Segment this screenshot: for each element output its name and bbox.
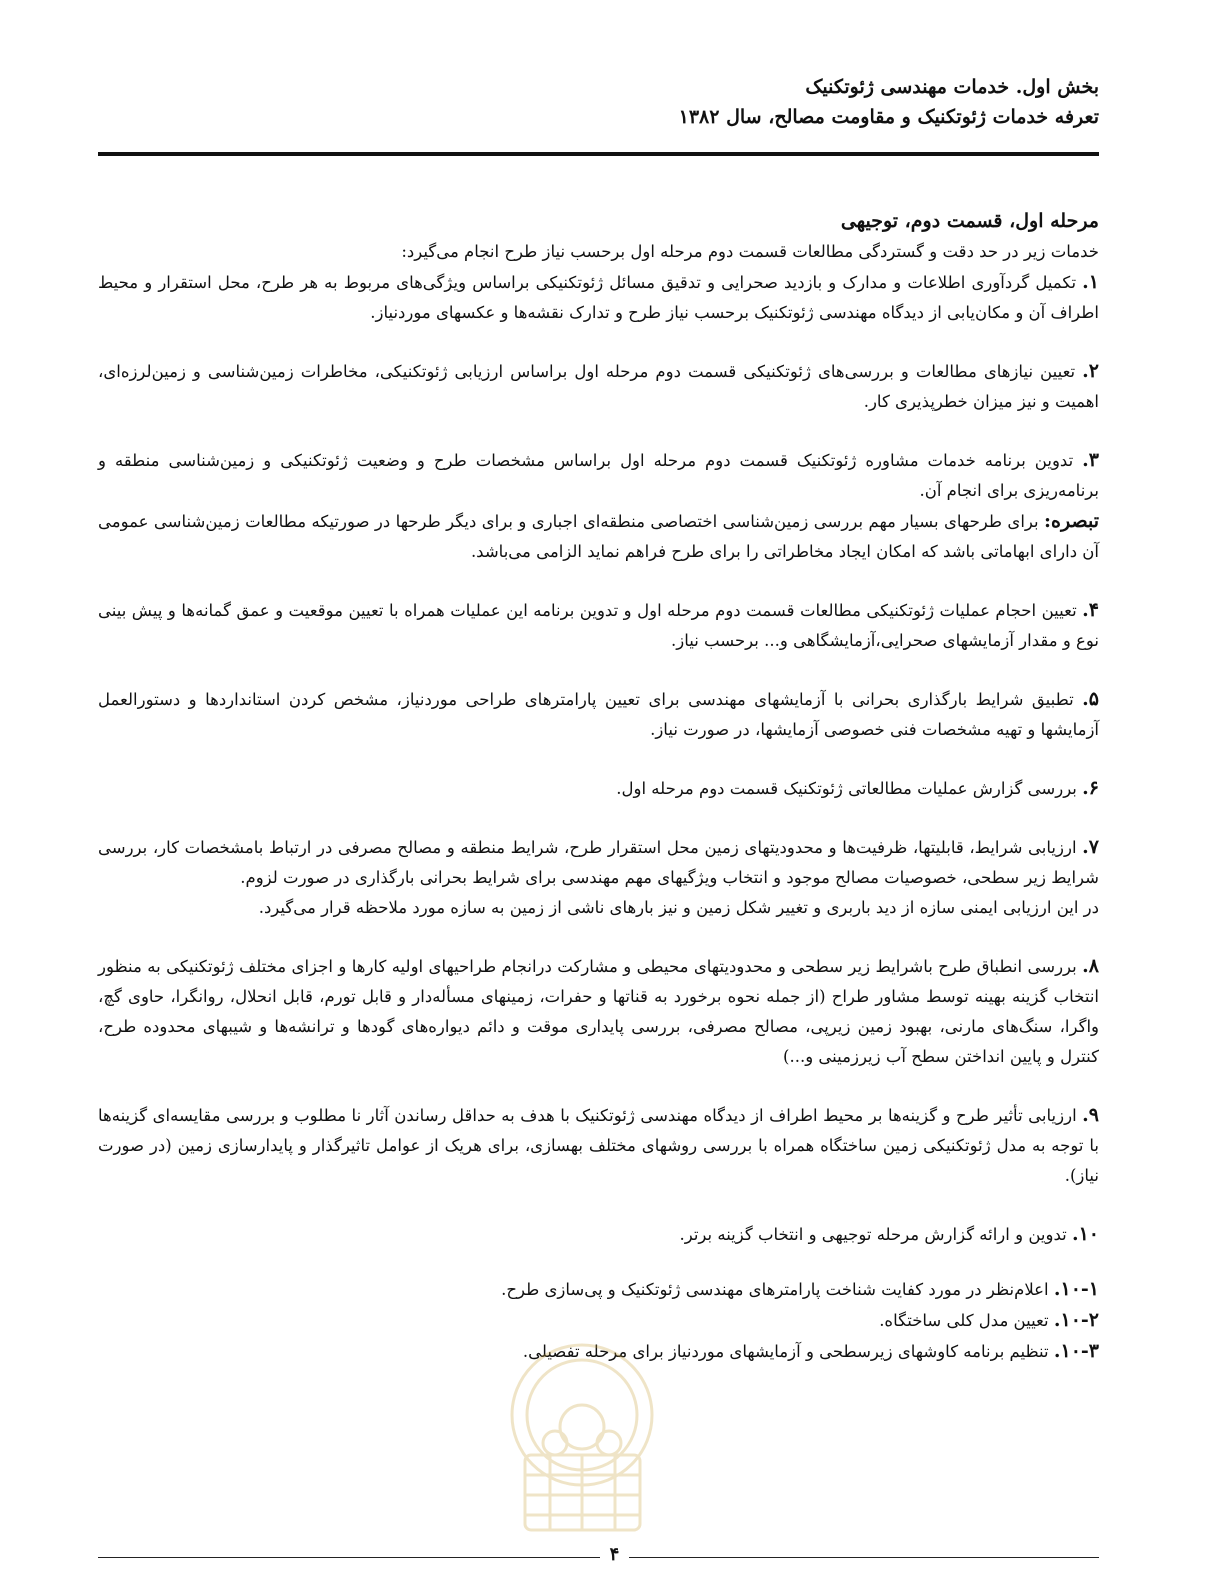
note-paragraph (98, 506, 1099, 567)
note-text: برای طرحهای بسیار مهم بررسی زمین‌شناسی اختصاصی منطقه‌ای اجباری و برای دیگر طرحها در صورتیکه مطالعات زمین‌شناسی عمومی آن دارای ابهاماتی باشد که امکان ایجاد مخاطراتی را برای طرح فراهم نماید الزامی می‌باشد. (98, 512, 1099, 561)
item-number: ۶. (1082, 777, 1099, 799)
item-number: ۸. (1082, 955, 1099, 977)
section-intro: خدمات زیر در حد دقت و گستردگی مطالعات قسمت دوم مرحله اول برحسب نیاز طرح انجام می‌گیرد: (401, 242, 1099, 261)
item-text: تکمیل گردآوری اطلاعات و مدارک و بازدید صحرایی و تدقیق مسائل ژئوتکنیکی براساس ویژگی‌های مربوط به هر طرح، محل استقرار و محیط اطراف آن و مکان‌یابی از دیدگاه مهندسی ژئوتکنیک برحسب نیاز طرح و تدارک نقشه‌ها و عکسهای موردنیاز. (98, 273, 1099, 322)
header-divider (98, 152, 1099, 156)
sub-item-10-3 (98, 1336, 1099, 1367)
list-item-7 (98, 832, 1099, 893)
sub-list (98, 1274, 1099, 1367)
page-number: ۴ (600, 1544, 630, 1565)
header-tariff-title: تعرفه خدمات ژئوتکنیک و مقاومت مصالح، سال ۱۳۸۲ (678, 106, 1099, 128)
item-number: ۷. (1082, 836, 1099, 858)
item-text: ارزیابی شرایط، قابلیتها، ظرفیت‌ها و محدودیتهای زمین محل استقرار طرح، شرایط منطقه و مصالح مصرفی در ارتباط بامشخصات کار، بررسی شرایط زیر سطحی، خصوصیات مصالح موجود و انتخاب ویژگیهای مهم مهندسی برای شرایط بحرانی بارگذاری در صورت لزوم. (98, 838, 1099, 887)
item-number: ۳. (1082, 449, 1099, 471)
page-header (99, 72, 1099, 132)
sub-item-10-1 (98, 1274, 1099, 1305)
item-number: ۵. (1082, 688, 1099, 710)
item-text: تدوین و ارائه گزارش مرحله توجیهی و انتخاب گزینه برتر. (679, 1225, 1072, 1244)
sub-item-text: تعیین مدل کلی ساختگاه. (879, 1311, 1054, 1330)
list-item-7-continuation: در این ارزیابی ایمنی سازه از دید باربری و تغییر شکل زمین و نیز بارهای ناشی از زمین به سازه مورد ملاحظه قرار می‌گیرد. (258, 898, 1099, 917)
list-item-3 (98, 445, 1099, 506)
header-section-title: بخش اول. خدمات مهندسی ژئوتکنیک (805, 76, 1099, 98)
list-item-2 (98, 356, 1099, 417)
item-text: ارزیابی تأثیر طرح و گزینه‌ها بر محیط اطراف از دیدگاه مهندسی ژئوتکنیک با هدف به حداقل رساندن آثار نا مطلوب و بررسی مقایسه‌ای گزینه‌ها با توجه به مدل ژئوتکنیکی زمین ساختگاه همراه با بررسی روشهای مختلف بهسازی، برای هریک از عوامل تاثیرگذار و پایدارسازی زمین (در صورت نیاز). (98, 1106, 1099, 1185)
item-number: ۹. (1082, 1104, 1099, 1126)
item-number: ۱. (1082, 271, 1099, 293)
list-item-5 (98, 684, 1099, 745)
sub-item-10-2 (98, 1305, 1099, 1336)
item-number: ۴. (1082, 599, 1099, 621)
item-text: تعیین نیازهای مطالعات و بررسی‌های ژئوتکنیکی قسمت دوم مرحله اول براساس ارزیابی ژئوتکنیکی، مخاطرات زمین‌شناسی و زمین‌لرزه‌ای، اهمیت و نیز میزان خطرپذیری کار. (98, 362, 1099, 411)
list-item-1 (98, 267, 1099, 328)
item-number: ۱۰. (1071, 1223, 1099, 1245)
sub-item-text: اعلام‌نظر در مورد کفایت شناخت پارامترهای مهندسی ژئوتکنیک و پی‌سازی طرح. (501, 1280, 1054, 1299)
item-text: تطبیق شرایط بارگذاری بحرانی با آزمایشهای مهندسی برای تعیین پارامترهای طراحی موردنیاز، مشخص کردن استانداردها و دستورالعمل آزمایشها و تهیه مشخصات فنی خصوصی آزمایشها، در صورت نیاز. (98, 690, 1099, 739)
document-body (98, 205, 1099, 1367)
sub-item-text: تنظیم برنامه کاوشهای زیرسطحی و آزمایشهای موردنیاز برای مرحله تفصیلی. (522, 1342, 1054, 1361)
page-number-container (0, 1544, 1229, 1565)
list-item-10 (98, 1219, 1099, 1250)
list-item-6 (98, 773, 1099, 804)
section-title: مرحله اول، قسمت دوم، توجیهی (840, 210, 1099, 232)
sub-item-number: ۱۰-۱. (1053, 1278, 1099, 1300)
list-item-9 (98, 1100, 1099, 1191)
item-number: ۲. (1082, 360, 1099, 382)
note-label: تبصره: (1044, 510, 1099, 532)
sub-item-number: ۱۰-۳. (1053, 1340, 1099, 1362)
list-item-4 (98, 595, 1099, 656)
item-text: بررسی انطباق طرح باشرایط زیر سطحی و محدودیتهای محیطی و مشارکت درانجام طراحیهای اولیه کارها و اجزای مختلف ژئوتکنیکی به منظور انتخاب گزینه بهینه توسط مشاور طراح (از جمله نحوه برخورد به قناتها و حفرات، زمینهای مسأله‌دار و قابل تورم، قابل انحلال، روانگرا، حاوی گچ، واگرا، سنگ‌های مارنی، بهبود زمین زیرپی، مصالح مصرفی، بررسی پایداری موقت و دائم دیواره‌های گودها و ترانشه‌ها و شیبهای محدوده طرح، کنترل و پایین انداختن سطح آب زیرزمینی و...) (98, 957, 1099, 1066)
spacer (98, 1250, 1099, 1274)
item-text: تدوین برنامه خدمات مشاوره ژئوتکنیک قسمت دوم مرحله اول براساس مشخصات طرح و وضعیت ژئوتکنیکی و زمین‌شناسی منطقه و برنامه‌ریزی برای انجام آن. (98, 451, 1099, 500)
item-text: بررسی گزارش عملیات مطالعاتی ژئوتکنیک قسمت دوم مرحله اول. (616, 779, 1083, 798)
list-item-8 (98, 951, 1099, 1072)
sub-item-number: ۱۰-۲. (1053, 1309, 1099, 1331)
item-text: تعیین احجام عملیات ژئوتکنیکی مطالعات قسمت دوم مرحله اول و تدوین برنامه این عملیات همراه با تعیین موقعیت و عمق گمانه‌ها و پیش بینی نوع و مقدار آزمایشهای صحرایی،آزمایشگاهی و... برحسب نیاز. (98, 601, 1099, 650)
